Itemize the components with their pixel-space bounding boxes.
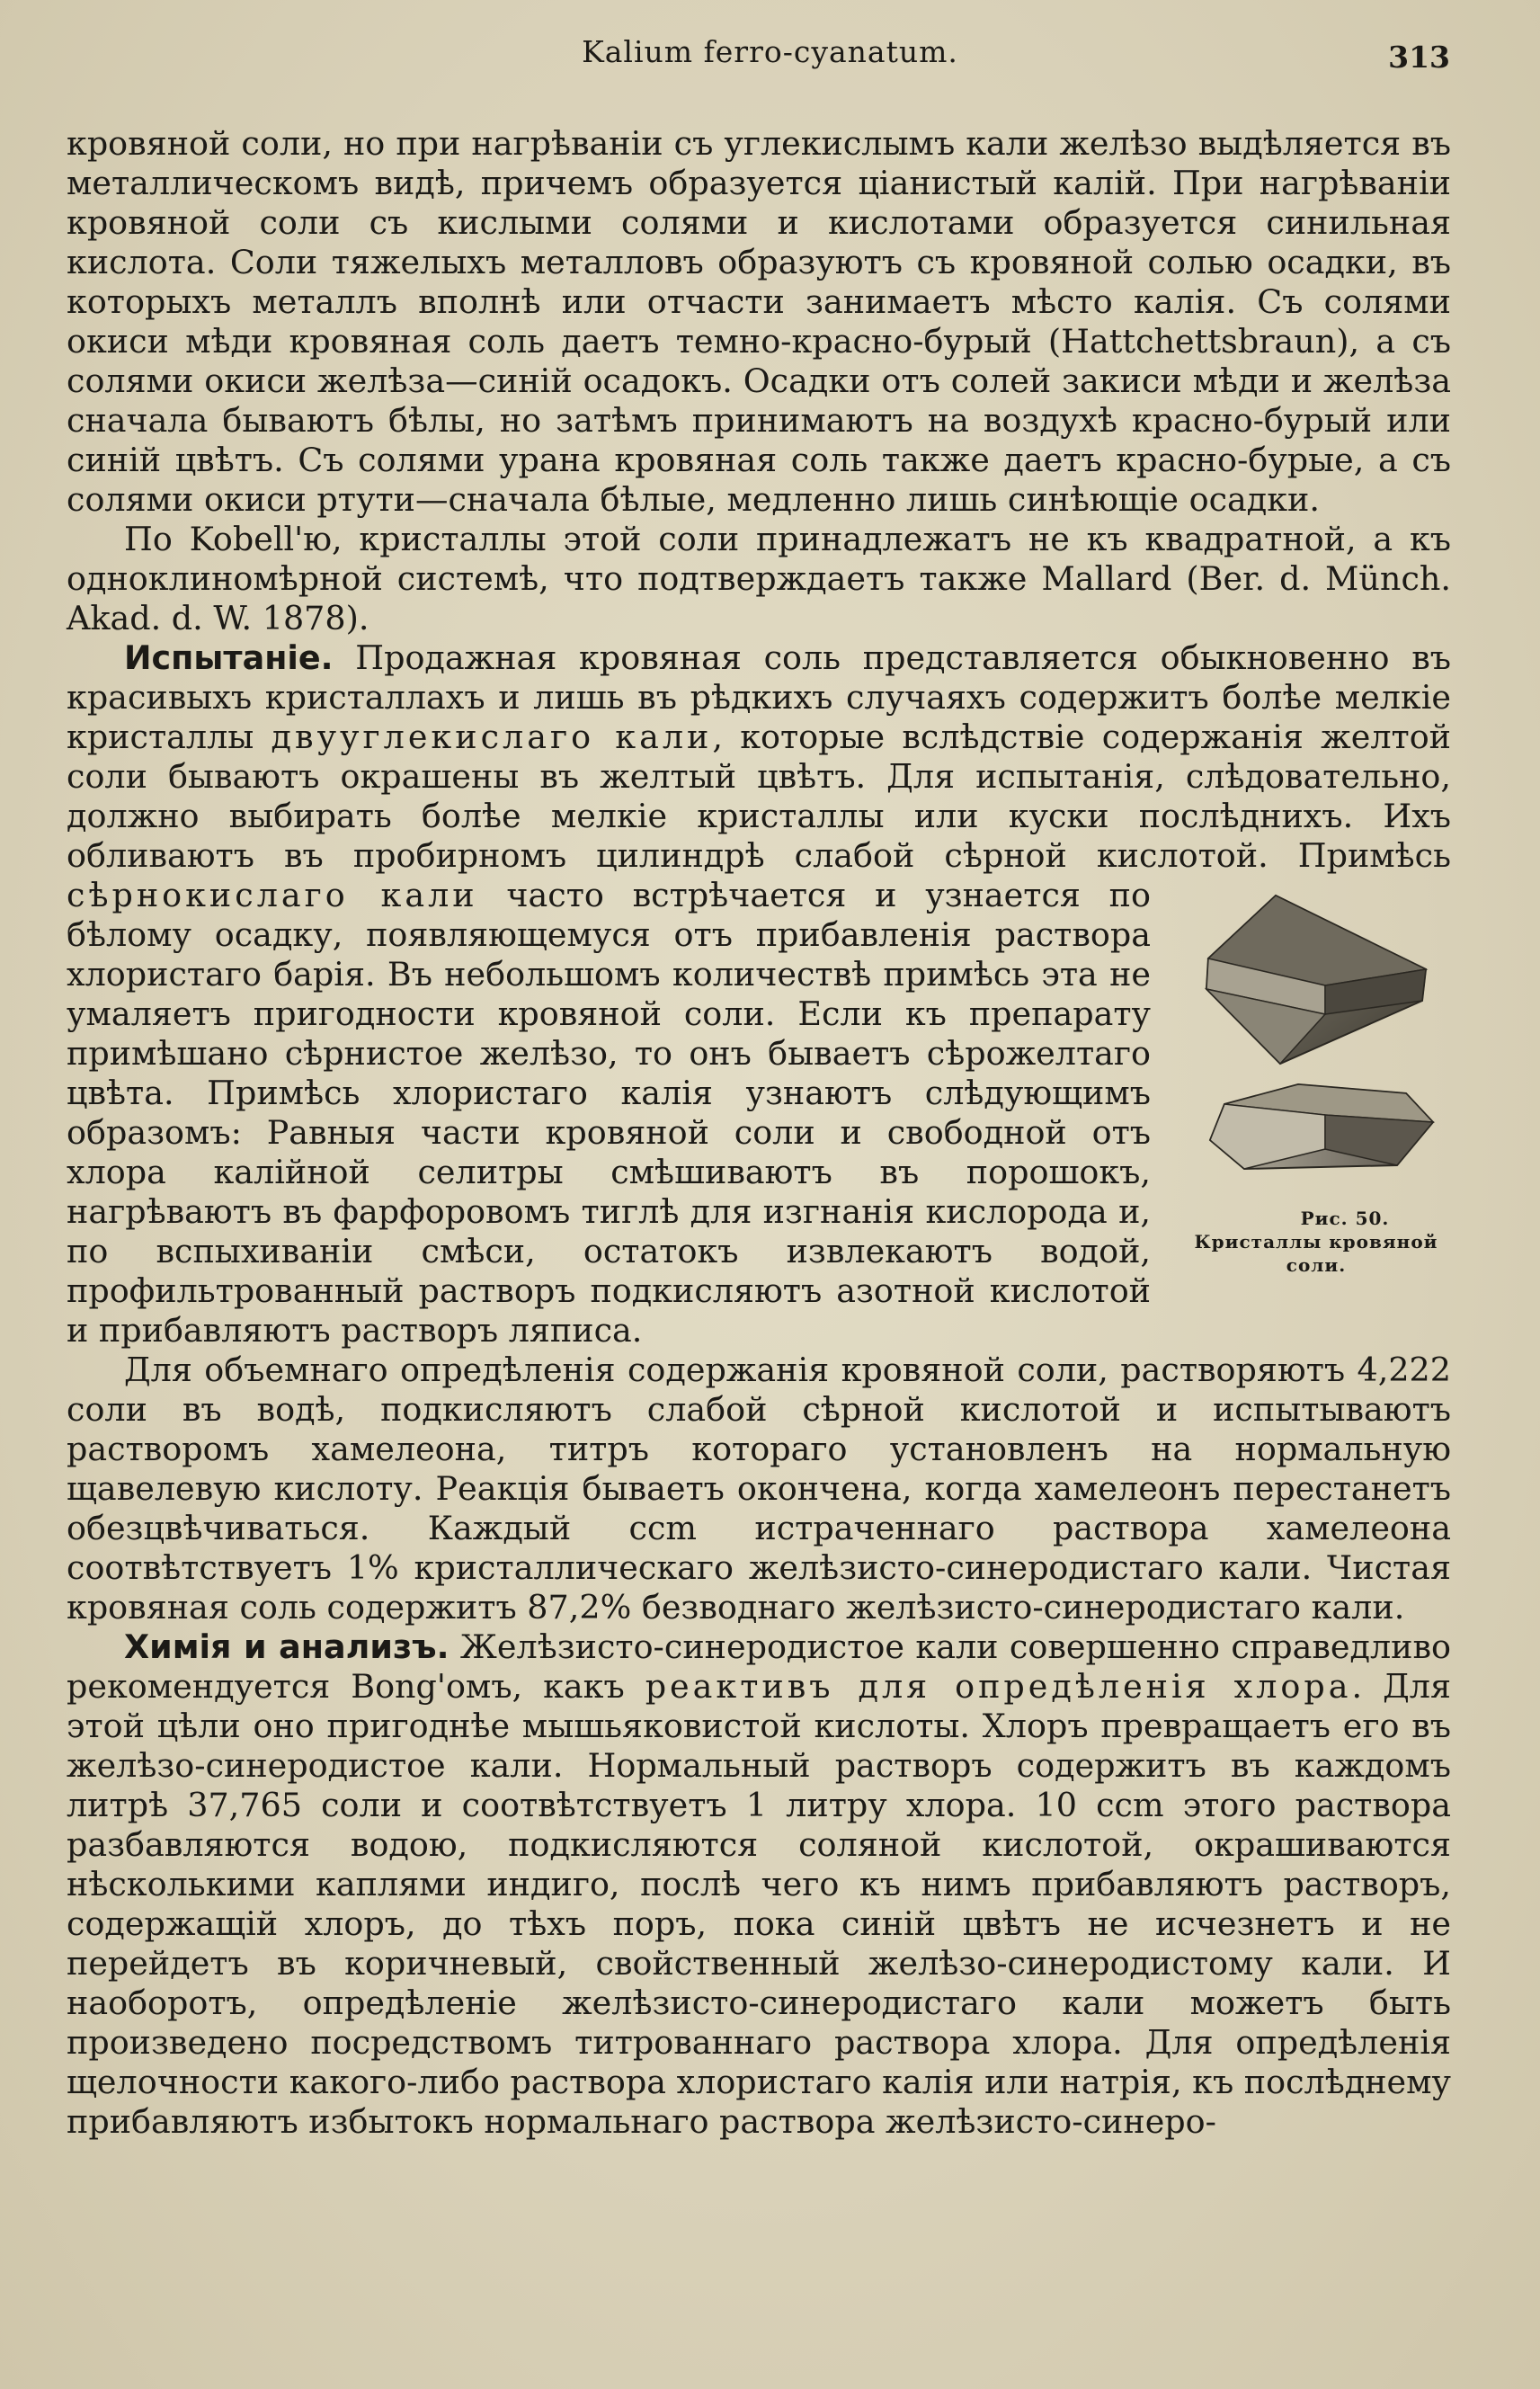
crystal-illustration xyxy=(1190,879,1442,1194)
testing-spaced-2: сѣрнокислаго кали xyxy=(67,876,478,914)
chemistry-spaced-1: реактивъ для опредѣленія хлора xyxy=(645,1667,1352,1706)
testing-text-3: часто встрѣчается и узнается по бѣлому осадку, появляющемуся отъ прибавленія раствора хлористаго барія. Въ небольшомъ количествѣ примѣсь эта не умаляетъ пригодности кровяной соли. Если къ препарату примѣшано сѣрнистое желѣзо, то онъ бываетъ сѣрожелтаго цвѣта. Примѣсь хлористаго калія узнаютъ слѣдующимъ образомъ: Равныя части кровяной соли и свободной отъ хлора калійной селитры смѣшиваютъ въ порошокъ, нагрѣваютъ въ фарфоровомъ тиглѣ для изгнанія кислорода и, по вспыхиваніи смѣси, остатокъ извлекаютъ водой, профильтрованный растворъ подкисляютъ азотной кислотой и прибавляютъ растворъ ляписа. xyxy=(67,876,1151,1350)
running-title: Kalium ferro-cyanatum. xyxy=(582,34,958,69)
figure-caption: Рис. 50. Кристаллы кровяной соли. xyxy=(1194,1208,1438,1276)
paragraph-chemistry xyxy=(67,1627,1451,2142)
tabular-crystal-icon xyxy=(1210,1084,1433,1169)
testing-spaced-1: двууглекислаго кали xyxy=(271,718,713,756)
figure-crystals xyxy=(1181,879,1451,1277)
paragraph-testing xyxy=(67,638,1451,1350)
testing-text-1: Продажная кровяная соль представляется обыкновенно въ красивыхъ кристаллахъ и лишь въ рѣдкихъ случаяхъ содержитъ болѣе мелкіе кристаллы xyxy=(67,638,1451,756)
page-number: 313 xyxy=(1388,40,1450,75)
paragraph-crystal-system: По Kobell'ю, кристаллы этой соли принадлежатъ не къ квадратной, а къ одноклиномѣрной системѣ, что подтверждаетъ также Mallard (Ber. d. Münch. Akad. d. W. 1878). xyxy=(67,520,1451,637)
chemistry-text-2: . Для этой цѣли оно пригоднѣе мышьяковистой кислоты. Хлоръ превращаетъ его въ желѣзо-синеродистое кали. Нормальный растворъ содержитъ въ каждомъ литрѣ 37,765 соли и соотвѣтствуетъ 1 литру хлора. 10 ccm этого раствора разбавляются водою, подкисляются соляной кислотой, окрашиваются нѣсколькими каплями индиго, послѣ чего къ нимъ прибавляютъ растворъ, содержащій хлоръ, до тѣхъ поръ, пока синій цвѣтъ не исчезнетъ и не перейдетъ въ коричневый, свойственный желѣзо-синеродистому кали. И наоборотъ, опредѣленіе желѣзисто-синеродистаго кали можетъ быть произведено посредствомъ титрованнаго раствора хлора. Для опредѣленія щелочности какого-либо раствора хлористаго калія или натрія, къ послѣднему прибавляютъ избытокъ нормальнаго раствора желѣзисто-синеро- xyxy=(67,1667,1452,2141)
paragraph-volumetric: Для объемнаго опредѣленія содержанія кровяной соли, растворяютъ 4,222 соли въ водѣ, подкисляютъ слабой сѣрной кислотой и испытываютъ растворомъ хамелеона, титръ котораго установленъ на нормальную щавелевую кислоту. Реакція бываетъ окончена, когда хамелеонъ перестанетъ обезцвѣчиваться. Каждый ccm истраченнаго раствора хамелеона соотвѣтствуетъ 1% кристаллическаго желѣзисто-синеродистаго кали. Чистая кровяная соль содержитъ 87,2% безводнаго желѣзисто-синеродистаго кали. xyxy=(67,1350,1451,1627)
octahedral-crystal-icon xyxy=(1206,896,1426,1064)
paragraph-decomposition: кровяной соли, но при нагрѣваніи съ углекислымъ кали желѣзо выдѣляется въ металлическомъ видѣ, причемъ образуется ціанистый калій. При нагрѣваніи кровяной соли съ кислыми солями и кислотами образуется синильная кислота. Соли тяжелыхъ металловъ образуютъ съ кровяной солью осадки, въ которыхъ металлъ вполнѣ или отчасти занимаетъ мѣсто калія. Съ солями окиси мѣди кровяная соль даетъ темно-красно-бурый (Hattchettsbraun), а съ солями окиси желѣза—синій осадокъ. Осадки отъ солей закиси мѣди и желѣза сначала бываютъ бѣлы, но затѣмъ принимаютъ на воздухѣ красно-бурый или синій цвѣтъ. Съ солями урана кровяная соль также даетъ красно-бурые, а съ солями окиси ртути—сначала бѣлые, медленно лишь синѣющіе осадки. xyxy=(67,124,1451,519)
testing-heading: Испытаніе. xyxy=(124,638,334,677)
chemistry-text-1: Желѣзисто-синеродистое кали совершенно справедливо рекомендуется Bong'омъ, какъ xyxy=(67,1627,1451,1706)
body-text xyxy=(67,124,1451,2142)
testing-text-2: , которые вслѣдствіе содержанія желтой соли бываютъ окрашены въ желтый цвѣтъ. Для испытанія, слѣдовательно, должно выбирать болѣе мелкіе кристаллы или куски послѣднихъ. Ихъ обливаютъ въ пробирномъ цилиндрѣ слабой сѣрной кислотой. Примѣсь xyxy=(67,718,1452,875)
chemistry-heading: Химія и анализъ. xyxy=(124,1627,450,1666)
